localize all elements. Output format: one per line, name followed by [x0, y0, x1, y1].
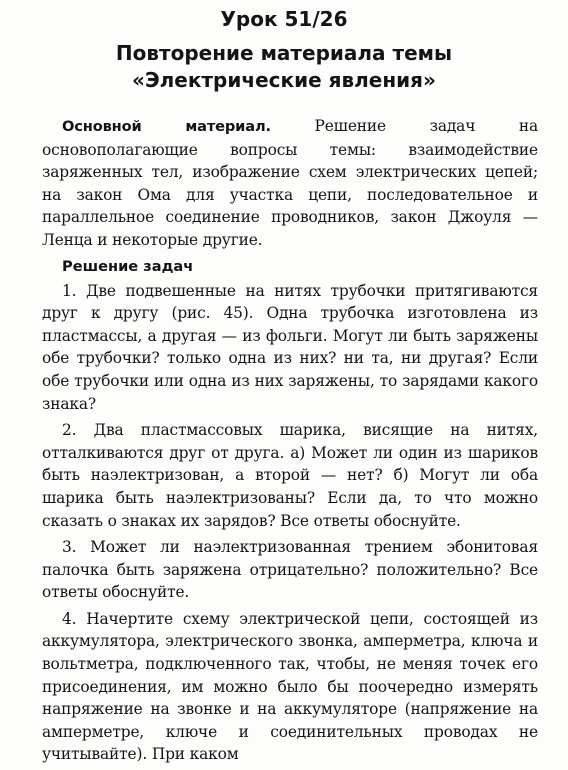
lesson-number: Урок 51/26 [220, 7, 348, 31]
title-line-1: Повторение материала темы [115, 41, 453, 65]
page-body [42, 115, 538, 770]
intro-text: Решение задач на основополагающие вопросы темы: взаимодействие заряженных тел, изображение схем электрических цепей; на закон Ома для участка цепи, последовательное и параллельное соединение проводников, закон Джоуля — Ленца и некоторые другие. [42, 117, 538, 249]
problem-4: 4. Начертите схему электрической цепи, состоящей из аккумулятора, электрического звонка, амперметра, ключа и вольтметра, подключенного так, чтобы, не меняя точек его присоединения, им можно было бы поочередно измерять напряжение на звонке и на аккумуляторе (напряжение на амперметре, ключе и соединительных проводах не учитывайте). При каком [42, 609, 538, 764]
intro-lead: Основной материал. [62, 118, 271, 135]
problem-1: 1. Две подвешенные на нитях трубочки притягиваются друг к другу (рис. 45). Одна трубочка изготовлена из пластмассы, а другая — из фольги. Могут ли быть заряжены обе трубочки? только одна из них? ни та, ни другая? Если обе трубочки или одна из них заряжены, то зарядами какого знака? [42, 281, 538, 413]
problem-3: 3. Может ли наэлектризованная трением эбонитовая палочка быть заряжена отрицательно? положительно? Все ответы обоснуйте. [42, 538, 538, 602]
intro-paragraph [42, 115, 538, 252]
section-subheading: Решение задач [62, 257, 194, 275]
page-title [0, 40, 568, 94]
title-line-2: «Электрические явления» [132, 68, 436, 92]
problem-2: 2. Два пластмассовых шарика, висящие на нитях, отталкиваются друг от друга. а) Может ли один из шариков быть наэлектризован, а второй — нет? б) Могут ли оба шарика быть наэлектризованы? Если да, то что можно сказать о знаках их зарядов? Все ответы обоснуйте. [42, 421, 538, 530]
